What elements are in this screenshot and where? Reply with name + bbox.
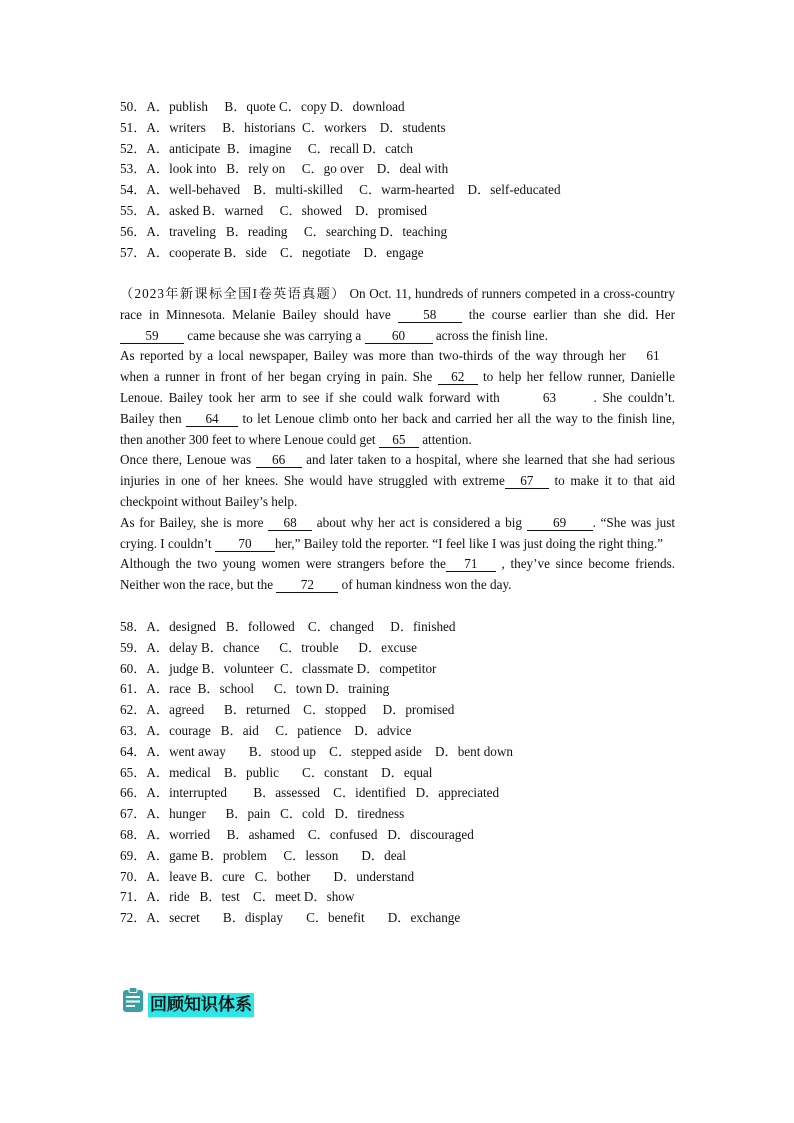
blank-69: 69 <box>527 516 593 531</box>
options-group-50-57 <box>120 97 680 263</box>
passage-paragraph-3: Once there, Lenoue was 66 and later taken to a hospital, where she learned that she had serious injuries in one of her knees. She would have struggled with extreme 67 to make it to that aid checkpoint without Bailey’s help. <box>120 452 676 509</box>
blank-71: 71 <box>446 557 496 572</box>
option-line-60: 60．A．judge B．volunteer C．classmate D．competitor <box>120 660 437 676</box>
option-line-71: 71．A．ride B．test C．meet D．show <box>120 889 355 905</box>
blank-65: 65 <box>379 433 419 448</box>
option-line-72: 72．A．secret B．display C．benefit D．exchange <box>120 910 461 926</box>
option-line-70: 70．A．leave B．cure C．bother D．understand <box>120 868 415 884</box>
option-line-67: 67．A．hunger B．pain C．cold D．tiredness <box>120 806 405 822</box>
option-line-51: 51．A．writers B．historians C．workers D．students <box>120 119 446 135</box>
option-line-50: 50．A．publish B．quote C．copy D．download <box>120 99 405 114</box>
passage-paragraph-5: Although the two young women were strangers before the 71 , they’ve since become friends. Neither won the race, but the 72 of human kindness won the day. <box>120 556 675 593</box>
passage-paragraph-1: （2023年新课标全国I卷英语真题） On Oct. 11, hundreds of runners competed in a cross-country race in Minnesota. Melanie Bailey should have 58 the course earlier than she did. Her 59 came because she was carrying a 60 across the finish line. <box>120 286 676 343</box>
section-title: 回顾知识体系 <box>150 995 252 1015</box>
option-line-69: 69．A．game B．problem C．lesson D．deal <box>120 847 407 863</box>
blank-72: 72 <box>276 578 338 593</box>
option-line-68: 68．A．worried B．ashamed C．confused D．discouraged <box>120 826 474 842</box>
blank-60: 60 <box>365 329 433 344</box>
source-label: （2023年新课标全国I卷英语真题） <box>120 286 346 301</box>
option-line-61: 61．A．race B．school C．town D．training <box>120 681 390 697</box>
option-line-56: 56．A．traveling B．reading C．searching D．teaching <box>120 223 448 239</box>
blank-61: 61 <box>646 348 660 364</box>
cloze-passage <box>120 284 675 596</box>
mind-map-icon <box>122 987 144 1013</box>
blank-68: 68 <box>268 516 312 531</box>
blank-62: 62 <box>438 370 478 385</box>
blank-66: 66 <box>256 453 302 468</box>
passage-paragraph-4: As for Bailey, she is more 68 about why her act is considered a big 69 . “She was just crying. I couldn’t 70 her,” Bailey told the reporter. “I feel like I was just doing the right thing.” <box>120 514 675 551</box>
blank-58: 58 <box>398 308 462 323</box>
passage-paragraph-2: As reported by a local newspaper, Bailey was more than two-thirds of the way through her 61 when a runner in front of her began crying in pain. She 62 to help her fellow runner, Danielle Lenoue. Bailey took her arm to see if she could walk forward with 63 . She couldn’t. Bailey then 64 to let Lenoue climb onto her back and carried her all the way to the finish line, then another 300 feet to where Lenoue could get 65 attention. <box>120 348 675 447</box>
option-line-64: 64．A．went away B．stood up C．stepped aside D．bent down <box>120 743 514 759</box>
option-line-63: 63．A．courage B．aid C．patience D．advice <box>120 722 412 738</box>
option-line-52: 52．A．anticipate B．imagine C．recall D．catch <box>120 140 413 156</box>
option-line-53: 53．A．look into B．rely on C．go over D．deal with <box>120 161 449 177</box>
blank-64: 64 <box>186 412 238 427</box>
option-line-59: 59．A．delay B．chance C．trouble D．excuse <box>120 639 418 655</box>
option-line-66: 66．A．interrupted B．assessed C．identified D．appreciated <box>120 785 500 801</box>
option-line-62: 62．A．agreed B．returned C．stopped D．promised <box>120 702 455 718</box>
option-line-65: 65．A．medical B．public C．constant D．equal <box>120 764 433 780</box>
blank-70: 70 <box>215 537 275 552</box>
option-line-54: 54．A．well-behaved B．multi-skilled C．warm-hearted D．self-educated <box>120 182 561 198</box>
options-group-58-72 <box>120 617 680 929</box>
option-line-58: 58．A．designed B．followed C．changed D．finished <box>120 619 456 634</box>
blank-63: 63 <box>542 389 557 405</box>
option-line-57: 57．A．cooperate B．side C．negotiate D．engage <box>120 244 424 260</box>
option-line-55: 55．A．asked B．warned C．showed D．promised <box>120 202 427 218</box>
blank-59: 59 <box>120 329 184 344</box>
blank-67: 67 <box>505 474 549 489</box>
